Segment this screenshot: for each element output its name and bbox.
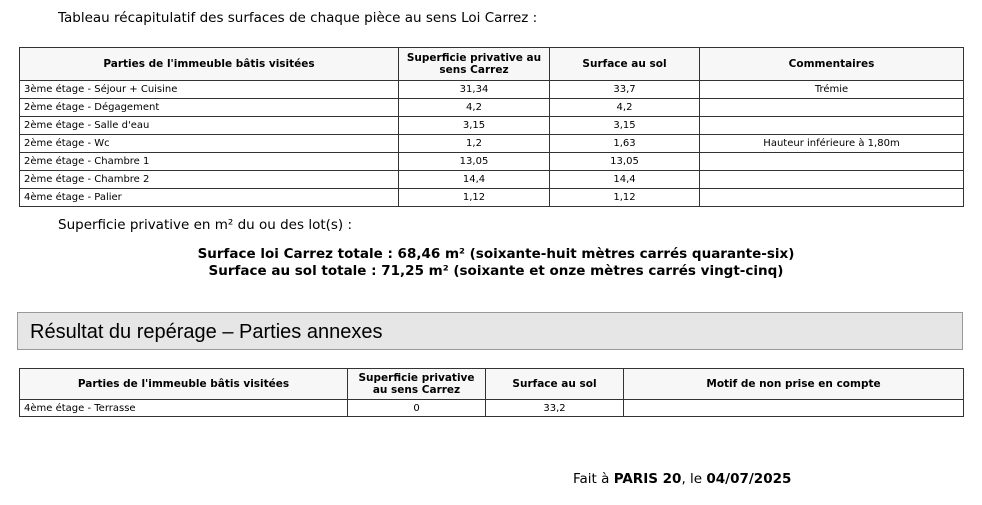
table-row: [20, 171, 964, 189]
carrez-surfaces-table: [19, 47, 964, 207]
carrez-total: Surface loi Carrez totale : 68,46 m² (soixante-huit mètres carrés quarante-six): [197, 246, 795, 262]
table-cell: 1,2: [399, 135, 550, 153]
table-row: [20, 81, 964, 99]
totals-block: [0, 246, 982, 280]
column-header: Commentaires: [700, 48, 964, 81]
table-cell: [624, 400, 964, 417]
column-header: Superficie privative au sens Carrez: [399, 48, 550, 81]
table-cell: 1,12: [399, 189, 550, 207]
signoff-date: 04/07/2025: [706, 471, 792, 487]
table-row: [20, 117, 964, 135]
table-cell: 13,05: [550, 153, 700, 171]
table-row: [20, 189, 964, 207]
table-header-row: [20, 48, 964, 81]
signoff-city: PARIS 20: [613, 471, 682, 487]
table-cell: 14,4: [550, 171, 700, 189]
column-header: Surface au sol: [486, 369, 624, 400]
column-header: Superficie privative au sens Carrez: [348, 369, 486, 400]
table-cell: Trémie: [700, 81, 964, 99]
table-cell: 1,63: [550, 135, 700, 153]
table-cell: 2ème étage - Salle d'eau: [20, 117, 399, 135]
table-cell: 4ème étage - Palier: [20, 189, 399, 207]
table-cell: 2ème étage - Dégagement: [20, 99, 399, 117]
signoff: [573, 471, 791, 487]
table-cell: [700, 153, 964, 171]
intro-text: Tableau récapitulatif des surfaces de chaque pièce au sens Loi Carrez :: [58, 10, 538, 26]
table-row: [20, 135, 964, 153]
table-row: [20, 400, 964, 417]
table-cell: 33,2: [486, 400, 624, 417]
column-header: Parties de l'immeuble bâtis visitées: [20, 48, 399, 81]
lots-text: Superficie privative en m² du ou des lot(s) :: [58, 217, 353, 233]
table-cell: Hauteur inférieure à 1,80m: [700, 135, 964, 153]
table-row: [20, 153, 964, 171]
column-header: Motif de non prise en compte: [624, 369, 964, 400]
table-cell: 0: [348, 400, 486, 417]
table-cell: 2ème étage - Chambre 1: [20, 153, 399, 171]
annex-surfaces-table: [19, 368, 964, 417]
sol-total: Surface au sol totale : 71,25 m² (soixante et onze mètres carrés vingt-cinq): [208, 263, 784, 279]
table-cell: 31,34: [399, 81, 550, 99]
column-header: Surface au sol: [550, 48, 700, 81]
column-header: Parties de l'immeuble bâtis visitées: [20, 369, 348, 400]
table-cell: 4,2: [399, 99, 550, 117]
table-cell: 33,7: [550, 81, 700, 99]
table-cell: 1,12: [550, 189, 700, 207]
signoff-middle: , le: [681, 471, 707, 487]
annex-section-header: [17, 312, 963, 350]
signoff-prefix: Fait à: [573, 471, 614, 487]
table-cell: 2ème étage - Wc: [20, 135, 399, 153]
table-cell: 3,15: [399, 117, 550, 135]
table-header-row: [20, 369, 964, 400]
table-cell: [700, 117, 964, 135]
table-cell: [700, 171, 964, 189]
table-row: [20, 99, 964, 117]
table-cell: 3,15: [550, 117, 700, 135]
annex-section-title: Résultat du repérage – Parties annexes: [30, 321, 383, 343]
table-cell: 4,2: [550, 99, 700, 117]
table-cell: 2ème étage - Chambre 2: [20, 171, 399, 189]
table-cell: 4ème étage - Terrasse: [20, 400, 348, 417]
table-cell: 3ème étage - Séjour + Cuisine: [20, 81, 399, 99]
table-cell: 13,05: [399, 153, 550, 171]
table-cell: [700, 99, 964, 117]
table-cell: [700, 189, 964, 207]
table-cell: 14,4: [399, 171, 550, 189]
